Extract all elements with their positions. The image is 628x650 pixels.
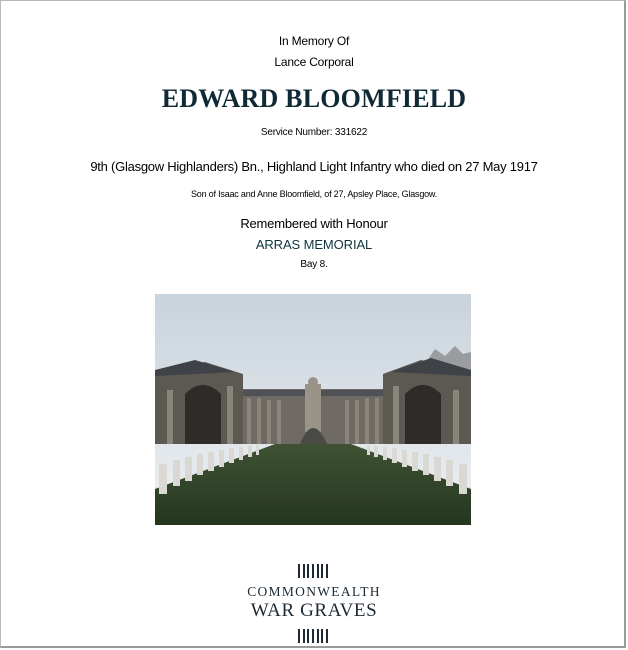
memorial-location: Bay 8.	[300, 259, 328, 270]
logo-text-commonwealth: COMMONWEALTH	[247, 584, 381, 599]
memorial-name: ARRAS MEMORIAL	[255, 237, 373, 252]
family-details: Son of Isaac and Anne Bloomfield, of 27, Apsley Place, Glasgow.	[190, 189, 438, 199]
logo-text-war-graves: WAR GRAVES	[250, 600, 378, 621]
in-memory-heading: In Memory Of	[278, 34, 350, 48]
cwgc-logo	[246, 562, 382, 644]
casualty-name: EDWARD BLOOMFIELD	[161, 84, 467, 113]
logo-bars-top	[298, 564, 328, 578]
service-number: Service Number: 331622	[260, 127, 368, 138]
logo-bars-bottom	[298, 629, 328, 643]
rank: Lance Corporal	[274, 55, 354, 69]
unit-and-death-date: 9th (Glasgow Highlanders) Bn., Highland Light Infantry who died on 27 May 1917	[90, 159, 538, 174]
memorial-photo	[155, 294, 471, 525]
remembered-with-honour: Remembered with Honour	[240, 216, 388, 231]
